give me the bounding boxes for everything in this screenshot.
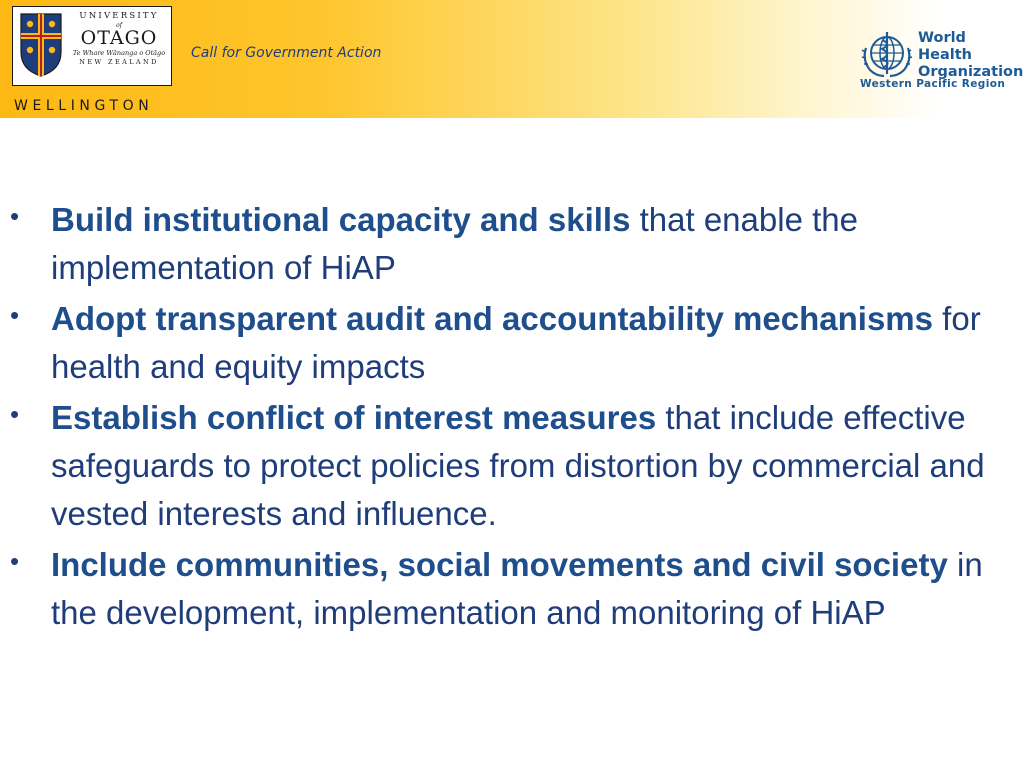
otago-maori-text: Te Whare Wānanga o Otāgo	[72, 49, 166, 57]
bullet-icon: •	[10, 546, 20, 576]
header-subtitle: Call for Government Action	[191, 45, 382, 61]
otago-country-text: NEW ZEALAND	[79, 58, 159, 66]
who-region: Western Pacific Region	[860, 78, 1006, 90]
bullet-icon: •	[10, 201, 20, 231]
otago-crest-icon	[19, 12, 63, 78]
who-emblem-icon	[858, 26, 916, 80]
bullet-list	[0, 196, 1010, 640]
bullet-bold-text: Include communities, social movements and civil society	[51, 546, 948, 583]
otago-logo	[12, 6, 172, 86]
bullet-item	[0, 196, 1010, 292]
otago-campus-text: WELLINGTON	[14, 98, 154, 114]
otago-university-text: UNIVERSITY	[79, 11, 159, 21]
bullet-item	[0, 295, 1010, 391]
bullet-rest-text: that enable the implementation of HiAP	[51, 201, 858, 286]
bullet-item	[0, 541, 1010, 637]
bullet-rest-text: that include effective safeguards to protect policies from distortion by commercial and vested interests and influence.	[51, 399, 985, 532]
bullet-item	[0, 394, 1010, 538]
otago-name-text: OTAGO	[80, 27, 158, 49]
bullet-rest-text: in the development, implementation and monitoring of HiAP	[51, 546, 983, 631]
who-logo	[858, 26, 1024, 96]
bullet-icon: •	[10, 399, 20, 429]
who-name-line1: World Health	[918, 30, 972, 63]
who-name	[918, 30, 1024, 81]
who-name-line2: Organization	[918, 64, 1024, 80]
otago-of-text: of	[116, 22, 122, 29]
bullet-icon: •	[10, 300, 20, 330]
otago-wordmark	[69, 11, 169, 66]
bullet-bold-text: Build institutional capacity and skills	[51, 201, 631, 238]
bullet-bold-text: Establish conflict of interest measures	[51, 399, 657, 436]
bullet-rest-text: for health and equity impacts	[51, 300, 981, 385]
bullet-bold-text: Adopt transparent audit and accountability mechanisms	[51, 300, 933, 337]
